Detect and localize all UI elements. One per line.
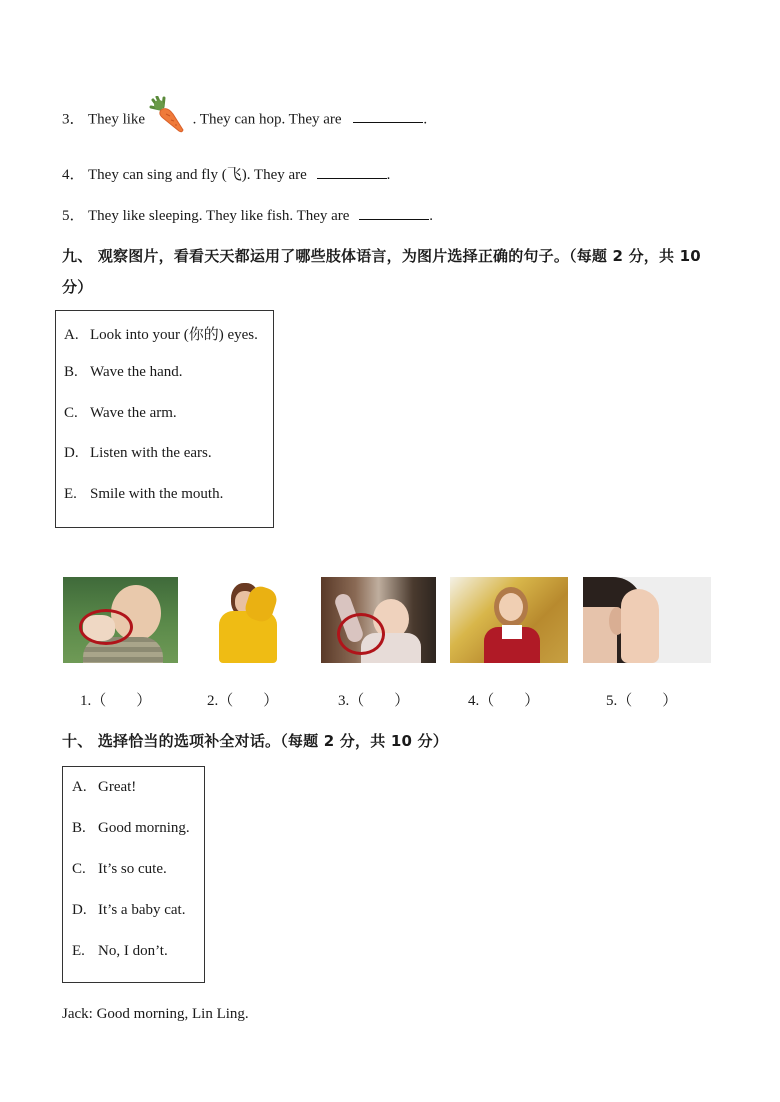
- question-5: 5． They like sleeping. They like fish. They are .: [62, 204, 433, 225]
- answer-blank[interactable]: [353, 108, 423, 123]
- section-9-heading: 九、 观察图片，看看天天都运用了哪些肢体语言，为图片选择正确的句子。（每题 2 分，共 10: [62, 247, 701, 265]
- question-number: 3．: [62, 111, 85, 128]
- question-text: They like: [88, 111, 146, 128]
- option-a: A. Great!: [72, 779, 137, 795]
- highlight-circle: [337, 613, 385, 655]
- question-text: They like sleeping. They like fish. They are: [88, 208, 350, 224]
- answer-2[interactable]: 2.（ ）: [207, 693, 279, 709]
- toddler-waving-arm-photo: [321, 577, 436, 663]
- section-10-options-box: [62, 766, 205, 983]
- girl-laughing-photo: [450, 577, 568, 663]
- answer-3[interactable]: 3.（ ）: [338, 693, 410, 709]
- highlight-circle: [79, 609, 133, 645]
- question-3: 3． They like . They can hop. They are .: [62, 106, 427, 134]
- option-a: A. Look into your (你的) eyes.: [64, 327, 258, 343]
- answer-1[interactable]: 1.（ ）: [80, 693, 152, 709]
- option-e: E. No, I don’t.: [72, 943, 168, 959]
- question-number: 5．: [62, 208, 85, 224]
- answer-4[interactable]: 4.（ ）: [468, 693, 540, 709]
- answer-5[interactable]: 5.（ ）: [606, 693, 678, 709]
- baby-waving-hand-photo: [63, 577, 178, 663]
- option-c: C. It’s so cute.: [72, 861, 167, 877]
- dialogue-line-1: Jack: Good morning, Lin Ling.: [62, 1006, 249, 1022]
- section-9-options-box: [55, 310, 274, 528]
- option-c: C. Wave the arm.: [64, 405, 177, 421]
- carrot-icon: [149, 106, 189, 134]
- question-4: 4． They can sing and fly (飞). They are .: [62, 163, 390, 184]
- question-number: 4．: [62, 167, 85, 183]
- option-b: B. Good morning.: [72, 820, 190, 836]
- hand-behind-ear-photo: [583, 577, 711, 663]
- question-text-after: . They can hop. They are: [192, 111, 342, 128]
- answer-blank[interactable]: [359, 205, 429, 220]
- answer-blank[interactable]: [317, 164, 387, 179]
- option-e: E. Smile with the mouth.: [64, 486, 224, 502]
- option-d: D. Listen with the ears.: [64, 445, 212, 461]
- option-d: D. It’s a baby cat.: [72, 902, 186, 918]
- option-b: B. Wave the hand.: [64, 364, 183, 380]
- girl-yellow-sweater-photo: [215, 577, 285, 663]
- question-text: They can sing and fly (飞). They are: [88, 167, 307, 183]
- section-9-heading-cont: 分）: [62, 278, 93, 296]
- section-10-heading: 十、 选择恰当的选项补全对话。（每题 2 分，共 10 分）: [62, 732, 448, 750]
